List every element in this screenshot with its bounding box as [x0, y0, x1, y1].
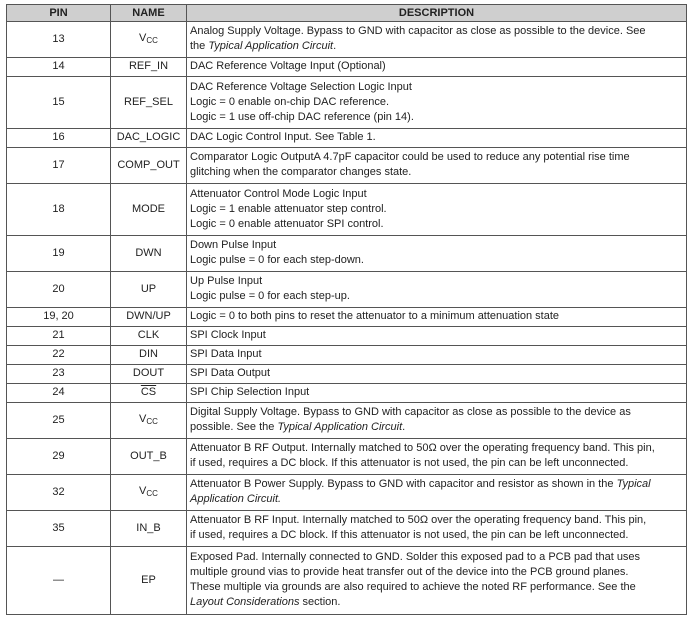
- description-line: [190, 492, 683, 507]
- pin-name: MODE: [132, 202, 165, 215]
- description-cell: [187, 308, 687, 327]
- description-text: Comparator Logic OutputA 4.7pF capacitor could be used to reduce any potential rise time: [190, 151, 630, 163]
- description-cell: [187, 475, 687, 511]
- pin-cell: 25: [7, 403, 111, 439]
- description-line: [190, 309, 683, 324]
- pin-cell: 22: [7, 346, 111, 365]
- description-line: [190, 187, 683, 202]
- pin-name: REF_IN: [128, 60, 169, 72]
- pin-name: V: [139, 484, 147, 497]
- pin-cell: 16: [7, 129, 111, 148]
- description-line: [190, 59, 683, 74]
- pin-cell: 17: [7, 148, 111, 184]
- pin-cell: 13: [7, 22, 111, 58]
- description-line: [190, 580, 683, 595]
- description-text: Digital Supply Voltage. Bypass to GND with capacitor as close as possible to the device as: [190, 406, 631, 418]
- description-text: if used, requires a DC block. If this attenuator is not used, the pin can be left unconnected.: [190, 529, 629, 541]
- description-cell: [187, 439, 687, 475]
- description-cell: [187, 236, 687, 272]
- description-line: [190, 477, 683, 492]
- pin-name: REF_SEL: [124, 95, 173, 108]
- table-row: [7, 236, 687, 272]
- description-text: if used, requires a DC block. If this attenuator is not used, the pin can be left unconnected.: [190, 457, 629, 469]
- table-row: [7, 327, 687, 346]
- description-line: [190, 202, 683, 217]
- name-cell: [111, 236, 187, 272]
- description-text: DAC Reference Voltage Input (Optional): [190, 60, 386, 72]
- description-text: Logic = 0 to both pins to reset the attenuator to a minimum attenuation state: [190, 310, 560, 322]
- description-line: [190, 456, 683, 471]
- name-cell: [111, 365, 187, 384]
- name-cell: [111, 327, 187, 346]
- table-row: [7, 272, 687, 308]
- pin-cell: 15: [7, 77, 111, 129]
- table-row: [7, 184, 687, 236]
- description-italic: Layout Considerations: [190, 596, 300, 608]
- pin-name: IN_B: [136, 521, 161, 534]
- description-text: Up Pulse Input: [190, 275, 263, 287]
- description-cell: [187, 148, 687, 184]
- pin-name: $\overline{CS}$: [140, 386, 157, 398]
- table-row: [7, 148, 687, 184]
- pin-cell: 35: [7, 511, 111, 547]
- description-text: Attenuator Control Mode Logic Input: [190, 187, 367, 200]
- description-line: [190, 385, 683, 400]
- description-italic: Typical Application Circuit: [208, 40, 334, 52]
- description-text: SPI Data Output: [190, 367, 271, 379]
- table-row: [7, 511, 687, 547]
- pin-name-subscript: CC: [146, 488, 158, 498]
- name-cell: [111, 22, 187, 58]
- header-pin: PIN: [7, 5, 111, 22]
- description-text: Down Pulse Input: [190, 239, 277, 251]
- description-text: Logic = 0 enable attenuator SPI control.: [190, 217, 384, 230]
- pin-name-subscript: CC: [146, 416, 158, 426]
- table-row: [7, 308, 687, 327]
- pin-description-table: [6, 4, 687, 615]
- description-text: Logic pulse = 0 for each step-down.: [190, 254, 364, 266]
- description-text: DAC Logic Control Input. See Table 1.: [190, 131, 376, 143]
- description-line: [190, 441, 683, 456]
- description-cell: [187, 327, 687, 346]
- pin-name: DWN/UP: [126, 310, 171, 322]
- name-cell: [111, 148, 187, 184]
- description-italic: Typical: [616, 478, 651, 490]
- pin-name: DWN: [135, 246, 162, 259]
- description-line: [190, 80, 683, 95]
- description-text: Attenuator B RF Output. Internally matched to 50Ω over the operating frequency band. This pin,: [190, 442, 655, 454]
- name-cell: [111, 475, 187, 511]
- description-cell: [187, 129, 687, 148]
- description-text: Logic = 1 use off-chip DAC reference (pin 14).: [190, 110, 414, 123]
- description-line: [190, 217, 683, 232]
- pin-name: OUT_B: [130, 449, 167, 462]
- name-cell: [111, 346, 187, 365]
- name-cell: [111, 77, 187, 129]
- description-text: Logic pulse = 0 for each step-up.: [190, 290, 350, 302]
- table-row: [7, 384, 687, 403]
- pin-cell: —: [7, 547, 111, 615]
- table-row: [7, 346, 687, 365]
- description-text: SPI Data Input: [190, 348, 262, 360]
- name-cell: [111, 511, 187, 547]
- pin-cell: 19, 20: [7, 308, 111, 327]
- name-cell: [111, 129, 187, 148]
- description-cell: [187, 384, 687, 403]
- pin-name: UP: [140, 282, 157, 295]
- description-text: Analog Supply Voltage. Bypass to GND with capacitor as close as possible to the device. See: [190, 25, 646, 37]
- pin-name: DOUT: [132, 367, 165, 379]
- name-cell: [111, 184, 187, 236]
- pin-name: DAC_LOGIC: [116, 131, 181, 143]
- pin-name: EP: [141, 573, 156, 586]
- description-line: [190, 238, 683, 253]
- description-text: possible. See the: [190, 421, 278, 433]
- pin-cell: 29: [7, 439, 111, 475]
- description-cell: [187, 77, 687, 129]
- name-cell: [111, 384, 187, 403]
- pin-name-subscript: CC: [146, 35, 158, 45]
- description-line: [190, 95, 683, 110]
- description-cell: [187, 403, 687, 439]
- description-line: [190, 328, 683, 343]
- table-row: [7, 475, 687, 511]
- description-line: [190, 513, 683, 528]
- pin-cell: 14: [7, 58, 111, 77]
- description-text: These multiple via grounds are also required to achieve the noted RF performance. See the: [190, 581, 636, 593]
- description-text: Logic = 1 enable attenuator step control.: [190, 202, 387, 215]
- pin-name: V: [139, 31, 147, 44]
- name-cell: [111, 547, 187, 615]
- table-row: [7, 403, 687, 439]
- name-cell: [111, 403, 187, 439]
- description-line: [190, 110, 683, 125]
- header-name: NAME: [111, 5, 187, 22]
- table-row: [7, 365, 687, 384]
- pin-name: DIN: [139, 348, 158, 360]
- pin-cell: 23: [7, 365, 111, 384]
- description-end: .: [333, 40, 337, 52]
- description-line: [190, 130, 683, 145]
- name-cell: [111, 308, 187, 327]
- description-text: glitching when the comparator changes state.: [190, 166, 412, 178]
- description-text: SPI Chip Selection Input: [190, 386, 310, 398]
- pin-cell: 18: [7, 184, 111, 236]
- pin-name: COMP_OUT: [117, 158, 180, 171]
- description-line: [190, 405, 683, 420]
- description-line: [190, 289, 683, 304]
- table-row: [7, 77, 687, 129]
- table-row: [7, 439, 687, 475]
- description-cell: [187, 511, 687, 547]
- header-row: [7, 5, 687, 22]
- description-cell: [187, 58, 687, 77]
- description-text: the: [190, 40, 209, 52]
- pin-cell: 19: [7, 236, 111, 272]
- description-text: DAC Reference Voltage Selection Logic Input: [190, 80, 412, 93]
- description-text: Attenuator B RF Input. Internally matched to 50Ω over the operating frequency band. This pin,: [190, 514, 647, 526]
- description-line: [190, 595, 683, 610]
- description-line: [190, 366, 683, 381]
- description-cell: [187, 346, 687, 365]
- pin-cell: 32: [7, 475, 111, 511]
- description-cell: [187, 365, 687, 384]
- description-text: multiple ground vias to provide heat transfer out of the device into the PCB ground planes.: [190, 566, 629, 578]
- pin-name: V: [139, 412, 147, 425]
- description-cell: [187, 184, 687, 236]
- description-cell: [187, 272, 687, 308]
- description-cell: [187, 22, 687, 58]
- description-text: Exposed Pad. Internally connected to GND. Solder this exposed pad to a PCB pad that uses: [190, 551, 641, 563]
- description-text: SPI Clock Input: [190, 329, 266, 341]
- description-line: [190, 150, 683, 165]
- description-line: [190, 39, 683, 54]
- name-cell: [111, 272, 187, 308]
- description-line: [190, 347, 683, 362]
- table-row: [7, 22, 687, 58]
- pin-name: CLK: [137, 329, 160, 341]
- description-line: [190, 528, 683, 543]
- header-description: DESCRIPTION: [187, 5, 687, 22]
- name-cell: [111, 439, 187, 475]
- description-line: [190, 165, 683, 180]
- description-end: section.: [299, 596, 341, 608]
- description-line: [190, 24, 683, 39]
- table-row: [7, 58, 687, 77]
- description-text: Attenuator B Power Supply. Bypass to GND with capacitor and resistor as shown in the: [190, 478, 617, 490]
- description-line: [190, 274, 683, 289]
- name-cell: [111, 58, 187, 77]
- pin-cell: 21: [7, 327, 111, 346]
- description-line: [190, 420, 683, 435]
- table-row: [7, 129, 687, 148]
- table-row: [7, 547, 687, 615]
- description-italic: Application Circuit.: [190, 493, 282, 505]
- pin-cell: 20: [7, 272, 111, 308]
- description-italic: Typical Application Circuit: [277, 421, 403, 433]
- description-cell: [187, 547, 687, 615]
- description-line: [190, 565, 683, 580]
- description-line: [190, 550, 683, 565]
- pin-cell: 24: [7, 384, 111, 403]
- description-line: [190, 253, 683, 268]
- description-end: .: [402, 421, 406, 433]
- description-text: Logic = 0 enable on-chip DAC reference.: [190, 95, 390, 108]
